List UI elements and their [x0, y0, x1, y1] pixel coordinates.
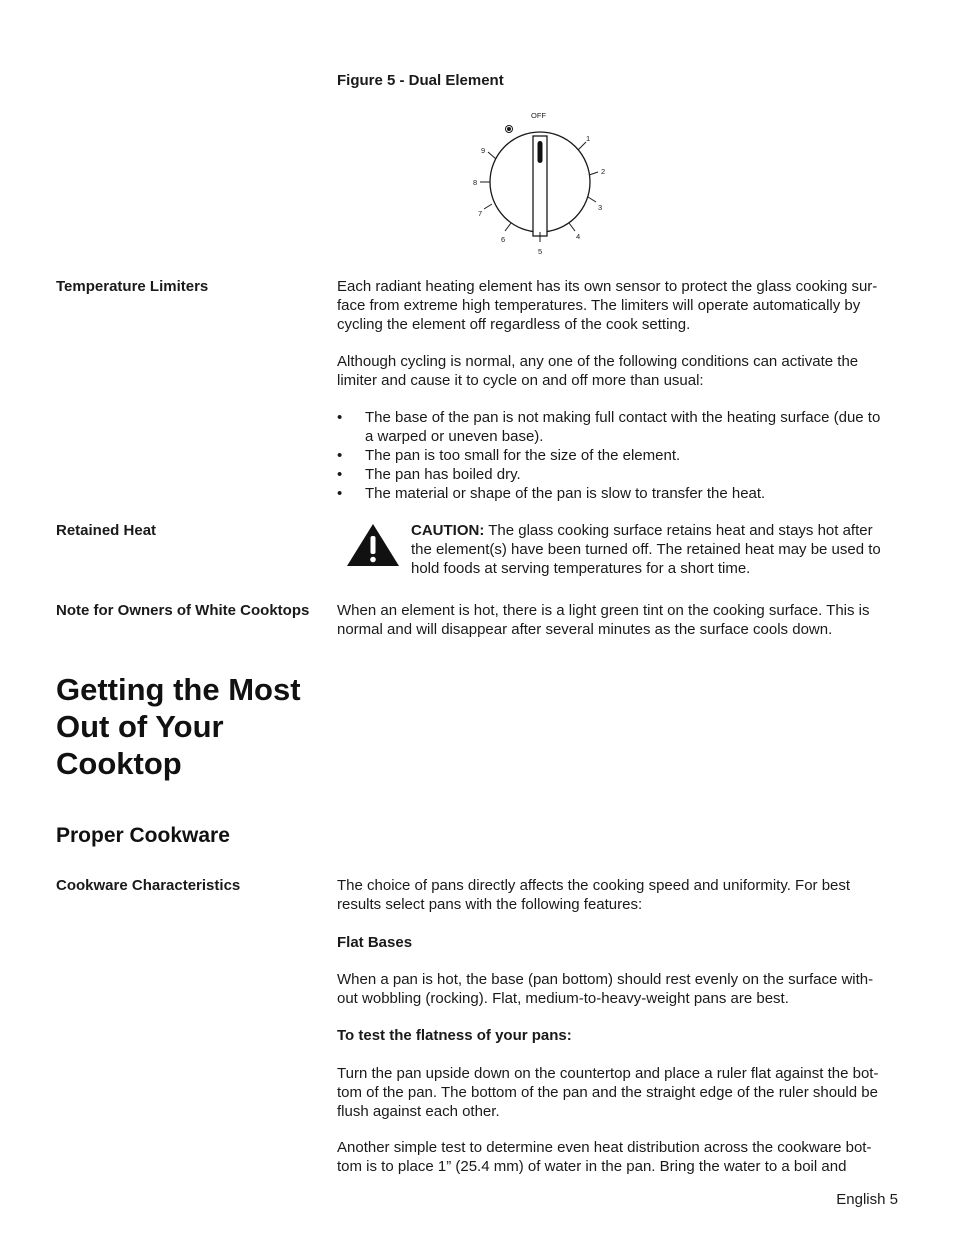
dial-label-9: 9 — [481, 146, 486, 155]
dial-label-7: 7 — [478, 209, 483, 218]
page-number: English 5 — [836, 1191, 898, 1208]
bullet: • — [337, 466, 343, 483]
knob-pointer-mark — [538, 141, 543, 163]
dial-label-6: 6 — [501, 235, 506, 244]
text-line: a warped or uneven base). — [365, 428, 544, 445]
flat-bases-heading: Flat Bases — [337, 934, 413, 951]
dual-element-knob-diagram — [465, 105, 625, 260]
text-line — [411, 521, 901, 540]
list-item — [337, 446, 900, 465]
dial-label-off: OFF — [531, 111, 546, 120]
list-item — [337, 484, 900, 503]
list-item — [337, 408, 900, 446]
heat-distribution-paragraph — [337, 1138, 900, 1176]
section-title-line: Out of Your — [56, 709, 224, 744]
text-line: The pan is too small for the size of the element. — [365, 447, 681, 464]
section-subtitle: Proper Cookware — [56, 824, 230, 847]
temperature-limiters-paragraph-1 — [337, 277, 900, 334]
section-title-line: Cooktop — [56, 746, 182, 781]
cookware-characteristics-heading: Cookware Characteristics — [56, 877, 241, 894]
text-line: Another simple test to determine even heat distribution across the cookware bot- — [337, 1139, 872, 1156]
text-line: cycling the element off regardless of the cook setting. — [337, 316, 691, 333]
flat-bases-paragraph — [337, 970, 900, 1008]
dial-label-3: 3 — [598, 203, 603, 212]
text-line: When an element is hot, there is a light green tint on the cooking surface. This is — [337, 602, 870, 619]
caution-text-start: The glass cooking surface retains heat and stays hot after — [484, 522, 873, 539]
tick-1 — [578, 142, 586, 150]
retained-heat-heading: Retained Heat — [56, 522, 157, 539]
text-line: The base of the pan is not making full contact with the heating surface (due to — [365, 409, 881, 426]
text-line: face from extreme high temperatures. The limiters will operate automatically by — [337, 297, 861, 314]
tick-6 — [505, 223, 511, 231]
dial-label-5: 5 — [538, 247, 543, 256]
tick-7 — [484, 204, 492, 209]
text-line: The choice of pans directly affects the cooking speed and uniformity. For best — [337, 877, 851, 894]
text-line: limiter and cause it to cycle on and off more than usual: — [337, 372, 704, 389]
warning-triangle-icon — [345, 522, 401, 568]
text-line: results select pans with the following features: — [337, 896, 643, 913]
list-item — [337, 465, 900, 484]
dual-element-icon — [506, 126, 513, 133]
tick-4 — [569, 223, 575, 231]
temperature-limiters-paragraph-2 — [337, 352, 900, 390]
text-line: Although cycling is normal, any one of the following conditions can activate the — [337, 353, 859, 370]
dial-label-1: 1 — [586, 134, 591, 143]
text-line: The pan has boiled dry. — [365, 466, 521, 483]
text-line: normal and will disappear after several minutes as the surface cools down. — [337, 621, 833, 638]
cookware-intro — [337, 876, 900, 914]
text-line: hold foods at serving temperatures for a short time. — [411, 560, 751, 577]
dial-label-8: 8 — [473, 178, 478, 187]
text-line: When a pan is hot, the base (pan bottom) should rest evenly on the surface with- — [337, 971, 874, 988]
tick-3 — [588, 197, 596, 202]
text-line: tom is to place 1” (25.4 mm) of water in the pan. Bring the water to a boil and — [337, 1158, 847, 1175]
flatness-test-heading: To test the flatness of your pans: — [337, 1027, 572, 1044]
text-line: out wobbling (rocking). Flat, medium-to-heavy-weight pans are best. — [337, 990, 789, 1007]
figure-title: Figure 5 - Dual Element — [337, 72, 504, 89]
dial-label-4: 4 — [576, 232, 581, 241]
text-line: tom of the pan. The bottom of the pan and the straight edge of the ruler should be — [337, 1084, 878, 1101]
flatness-test-paragraph — [337, 1064, 900, 1121]
section-title — [56, 671, 356, 782]
caution-label: CAUTION: — [411, 522, 485, 539]
bullet: • — [337, 409, 343, 426]
caution-text — [411, 521, 901, 578]
tick-2 — [589, 172, 598, 175]
temperature-limiters-heading: Temperature Limiters — [56, 278, 209, 295]
limiter-conditions-list — [337, 408, 900, 503]
tick-9 — [488, 152, 496, 159]
section-title-line: Getting the Most — [56, 672, 301, 707]
bullet: • — [337, 447, 343, 464]
text-line: Turn the pan upside down on the countertop and place a ruler flat against the bot- — [337, 1065, 879, 1082]
white-cooktops-heading: Note for Owners of White Cooktops — [56, 602, 310, 619]
white-cooktops-paragraph — [337, 601, 900, 639]
text-line: The material or shape of the pan is slow to transfer the heat. — [365, 485, 766, 502]
dial-label-2: 2 — [601, 167, 606, 176]
bullet: • — [337, 485, 343, 502]
text-line: the element(s) have been turned off. The retained heat may be used to — [411, 541, 881, 558]
text-line: Each radiant heating element has its own sensor to protect the glass cooking sur- — [337, 278, 878, 295]
text-line: flush against each other. — [337, 1103, 500, 1120]
